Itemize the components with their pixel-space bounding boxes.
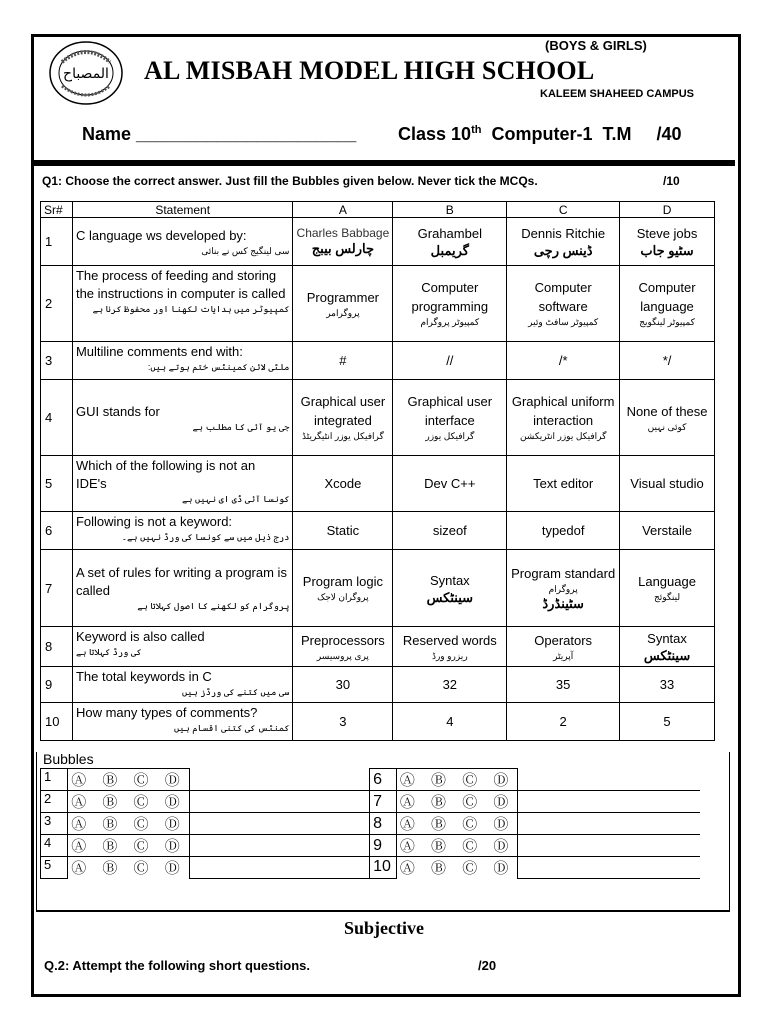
row-number: 2 xyxy=(41,266,73,342)
bubble-row xyxy=(41,769,701,791)
bubble-options[interactable]: Ⓐ Ⓑ Ⓒ Ⓓ xyxy=(396,813,518,835)
statement-ur: جی یو آئی کا مطلب ہے xyxy=(192,421,290,432)
option-text: Language xyxy=(638,574,696,589)
option-b xyxy=(393,380,507,456)
statement-en: Following is not a keyword: xyxy=(75,514,233,529)
option-a: Xcode xyxy=(293,456,393,512)
bubble-line xyxy=(518,769,700,791)
bubble-options[interactable]: Ⓐ Ⓑ Ⓒ Ⓓ xyxy=(68,791,190,813)
class-info xyxy=(398,124,682,145)
option-ur: کمپیوٹر لینگویج xyxy=(639,317,695,327)
bubble-line xyxy=(518,835,700,857)
boys-girls-label: (BOYS & GIRLS) xyxy=(545,38,647,53)
option-text: Syntax xyxy=(429,572,470,588)
campus-name: KALEEM SHAHEED CAMPUS xyxy=(540,88,695,100)
option-ur: سینٹکس xyxy=(426,589,474,605)
statement-en: How many types of comments? xyxy=(75,705,258,720)
col-header-statement: Statement xyxy=(72,202,292,218)
statement-ur: کمنٹس کی کتنی اقسام ہیں xyxy=(173,723,290,733)
option-text: Graphical user integrated xyxy=(300,394,386,428)
option-text: Charles Babbage xyxy=(296,226,390,240)
bubble-line xyxy=(189,769,369,791)
bubble-row xyxy=(41,813,701,835)
bubble-number: 3 xyxy=(41,813,68,835)
option-d xyxy=(620,627,715,667)
option-text: Grahambel xyxy=(417,226,482,241)
statement-ur: سی میں کتنے کی ورڈز ہیں xyxy=(181,687,290,697)
statement-ur: کونسا آئی ڈی ای نہیں ہے xyxy=(181,494,290,504)
option-text: Program logic xyxy=(302,574,383,589)
option-ur: آپریٹر xyxy=(553,650,574,661)
question-statement xyxy=(72,627,292,667)
statement-en: Keyword is also called xyxy=(75,629,205,644)
table-row xyxy=(41,550,715,627)
option-text: Computer language xyxy=(638,280,696,314)
bubble-options[interactable]: Ⓐ Ⓑ Ⓒ Ⓓ xyxy=(396,857,518,879)
bubbles-title: Bubbles xyxy=(43,751,94,767)
option-text: Computer programming xyxy=(411,280,489,314)
option-a: 30 xyxy=(293,667,393,703)
table-row xyxy=(41,627,715,667)
option-c: /* xyxy=(507,342,620,380)
col-header-d: D xyxy=(620,202,715,218)
option-c xyxy=(507,627,620,667)
col-header-b: B xyxy=(393,202,507,218)
question-statement xyxy=(72,456,292,512)
option-d xyxy=(620,218,715,266)
option-ur: کمپیوٹر پروگرام xyxy=(420,317,480,327)
option-a: # xyxy=(293,342,393,380)
option-text: Programmer xyxy=(306,289,380,305)
option-b xyxy=(393,266,507,342)
option-ur: پری پروسیسر xyxy=(316,650,369,661)
row-number: 8 xyxy=(41,627,73,667)
bubble-sheet xyxy=(40,768,700,879)
bubble-options[interactable]: Ⓐ Ⓑ Ⓒ Ⓓ xyxy=(396,835,518,857)
question-statement xyxy=(72,550,292,627)
bubble-options[interactable]: Ⓐ Ⓑ Ⓒ Ⓓ xyxy=(396,769,518,791)
row-number: 4 xyxy=(41,380,73,456)
statement-ur: ملٹی لائن کمینٹس ختم ہوتے ہیں: xyxy=(147,362,290,372)
option-d: 33 xyxy=(620,667,715,703)
question-statement xyxy=(72,218,292,266)
table-row xyxy=(41,512,715,550)
bubble-line xyxy=(189,791,369,813)
option-ur: پروگران لاجک xyxy=(317,592,369,602)
bubble-options[interactable]: Ⓐ Ⓑ Ⓒ Ⓓ xyxy=(68,835,190,857)
statement-en: C language ws developed by: xyxy=(75,227,247,243)
q1-instruction: Q1: Choose the correct answer. Just fill the Bubbles given below. Never tick the MCQs. xyxy=(42,174,538,188)
option-c: typedof xyxy=(507,512,620,550)
option-c xyxy=(507,266,620,342)
school-logo xyxy=(48,40,124,106)
statement-ur: سی لینگیج کس نے بنائی xyxy=(201,245,290,256)
option-ur: گریمبل xyxy=(430,243,469,258)
question-statement xyxy=(72,667,292,703)
option-c: Text editor xyxy=(507,456,620,512)
bubble-row xyxy=(41,835,701,857)
option-text: Steve jobs xyxy=(636,226,698,241)
question-statement xyxy=(72,342,292,380)
option-b: 32 xyxy=(393,667,507,703)
statement-ur: کمپیوٹر میں ہدایات لکھنا اور محفوظ کرنا ہے xyxy=(92,304,290,314)
bubble-number: 2 xyxy=(41,791,68,813)
option-ur: سینٹکس xyxy=(643,648,691,663)
option-d xyxy=(620,266,715,342)
option-d xyxy=(620,550,715,627)
q2-instruction: Q.2: Attempt the following short questions. xyxy=(44,958,311,973)
row-number: 6 xyxy=(41,512,73,550)
subjective-title: Subjective xyxy=(344,918,424,938)
bubble-line xyxy=(189,857,369,879)
option-d xyxy=(620,380,715,456)
row-number: 9 xyxy=(41,667,73,703)
subject-label: Computer-1 T.M /40 xyxy=(491,124,682,144)
class-label: Class 10 xyxy=(398,124,472,144)
bubble-number: 8 xyxy=(370,813,397,835)
header-divider xyxy=(34,160,735,166)
option-a xyxy=(293,550,393,627)
option-text: Operators xyxy=(534,632,593,648)
option-d: */ xyxy=(620,342,715,380)
option-ur: ریزرو ورڈ xyxy=(431,650,468,661)
option-ur: ڈینس رچی xyxy=(533,243,593,258)
bubble-line xyxy=(189,835,369,857)
option-c xyxy=(507,380,620,456)
statement-en: A set of rules for writing a program is called xyxy=(75,565,287,598)
school-name: AL MISBAH MODEL HIGH SCHOOL xyxy=(144,56,595,85)
bubble-number: 6 xyxy=(370,769,397,791)
option-d: Verstaile xyxy=(620,512,715,550)
bubble-row xyxy=(41,857,701,879)
bubble-line xyxy=(518,791,700,813)
option-b xyxy=(393,627,507,667)
statement-ur: پروگرام کو لکھنے کا اصول کہلاتا ہے xyxy=(137,601,290,611)
option-text: Graphical user interface xyxy=(407,394,493,428)
col-header-sr: Sr# xyxy=(41,202,73,218)
row-number: 10 xyxy=(41,703,73,741)
option-c xyxy=(507,550,620,627)
bubble-number: 4 xyxy=(41,835,68,857)
col-header-a: A xyxy=(293,202,393,218)
bubble-options[interactable]: Ⓐ Ⓑ Ⓒ Ⓓ xyxy=(68,813,190,835)
option-text: None of these xyxy=(626,403,708,419)
statement-en: Multiline comments end with: xyxy=(75,344,243,359)
statement-en: The process of feeding and storing the instructions in computer is called xyxy=(75,268,286,301)
statement-ur: درج ذیل میں سے کونسا کی ورڈ نہیں ہے۔ xyxy=(121,532,290,542)
class-sup: th xyxy=(471,124,482,136)
table-row xyxy=(41,342,715,380)
table-row xyxy=(41,703,715,741)
logo-text: المصباح xyxy=(63,66,109,82)
row-number: 7 xyxy=(41,550,73,627)
statement-en: The total keywords in C xyxy=(75,669,212,684)
bubble-line xyxy=(189,813,369,835)
option-ur: گرافیکل یوزر انٹیگریٹڈ xyxy=(302,431,384,441)
option-ur: کوئی نہیں xyxy=(647,421,687,432)
q1-marks: /10 xyxy=(663,174,680,188)
option-d: Visual studio xyxy=(620,456,715,512)
option-ur: چارلس بیبج xyxy=(311,241,375,256)
option-ur: کمپیوٹر سافٹ وئیر xyxy=(528,317,599,327)
option-ur: سٹیو جاب xyxy=(640,243,694,258)
q2-marks: /20 xyxy=(478,958,497,973)
option-a xyxy=(293,218,393,266)
question-statement xyxy=(72,703,292,741)
option-text: Preprocessors xyxy=(300,632,385,648)
option-ur: پروگرام xyxy=(548,584,578,594)
option-a: Static xyxy=(293,512,393,550)
option-c: 35 xyxy=(507,667,620,703)
option-text: Graphical uniform interaction xyxy=(511,394,615,428)
bubble-options[interactable]: Ⓐ Ⓑ Ⓒ Ⓓ xyxy=(396,791,518,813)
row-number: 3 xyxy=(41,342,73,380)
option-ur: گرافیکل یوزر xyxy=(425,431,475,441)
option-text: Program standard xyxy=(511,566,616,581)
bubble-line xyxy=(518,857,700,879)
statement-en: Which of the following is not an IDE's xyxy=(75,458,256,491)
option-text: Reserved words xyxy=(402,632,497,648)
question-statement xyxy=(72,380,292,456)
bubble-row xyxy=(41,791,701,813)
question-statement xyxy=(72,512,292,550)
table-row xyxy=(41,456,715,512)
student-name-field: Name ______________________ xyxy=(82,124,357,144)
option-a xyxy=(293,266,393,342)
option-text: Dennis Ritchie xyxy=(521,226,606,241)
option-ur-2: سٹینڈرڈ xyxy=(542,596,584,611)
option-c: 2 xyxy=(507,703,620,741)
option-text: Syntax xyxy=(647,631,687,646)
option-b xyxy=(393,550,507,627)
bubble-number: 10 xyxy=(370,857,397,879)
mcq-table xyxy=(40,201,715,741)
table-header-row xyxy=(41,202,715,218)
row-number: 1 xyxy=(41,218,73,266)
option-c xyxy=(507,218,620,266)
table-row xyxy=(41,380,715,456)
table-row xyxy=(41,218,715,266)
option-a xyxy=(293,380,393,456)
option-text: Computer software xyxy=(534,280,592,314)
table-row xyxy=(41,266,715,342)
option-b xyxy=(393,218,507,266)
bubble-number: 5 xyxy=(41,857,68,879)
option-ur: پروگرامر xyxy=(326,307,360,318)
option-b: sizeof xyxy=(393,512,507,550)
bubble-options[interactable]: Ⓐ Ⓑ Ⓒ Ⓓ xyxy=(68,857,190,879)
bubble-number: 7 xyxy=(370,791,397,813)
option-b: // xyxy=(393,342,507,380)
bubble-number: 9 xyxy=(370,835,397,857)
statement-ur: کی ورڈ کہلاتا ہے xyxy=(75,647,142,657)
table-row xyxy=(41,667,715,703)
bubble-line xyxy=(518,813,700,835)
option-ur: گرافیکل یوزر انٹریکشن xyxy=(519,431,607,441)
option-ur: لینگوئج xyxy=(653,592,681,602)
option-a: 3 xyxy=(293,703,393,741)
statement-en: GUI stands for xyxy=(75,403,160,419)
bubble-options[interactable]: Ⓐ Ⓑ Ⓒ Ⓓ xyxy=(68,769,190,791)
option-b: 4 xyxy=(393,703,507,741)
option-d: 5 xyxy=(620,703,715,741)
option-b: Dev C++ xyxy=(393,456,507,512)
option-a xyxy=(293,627,393,667)
question-statement xyxy=(72,266,292,342)
row-number: 5 xyxy=(41,456,73,512)
col-header-c: C xyxy=(507,202,620,218)
bubble-number: 1 xyxy=(41,769,68,791)
